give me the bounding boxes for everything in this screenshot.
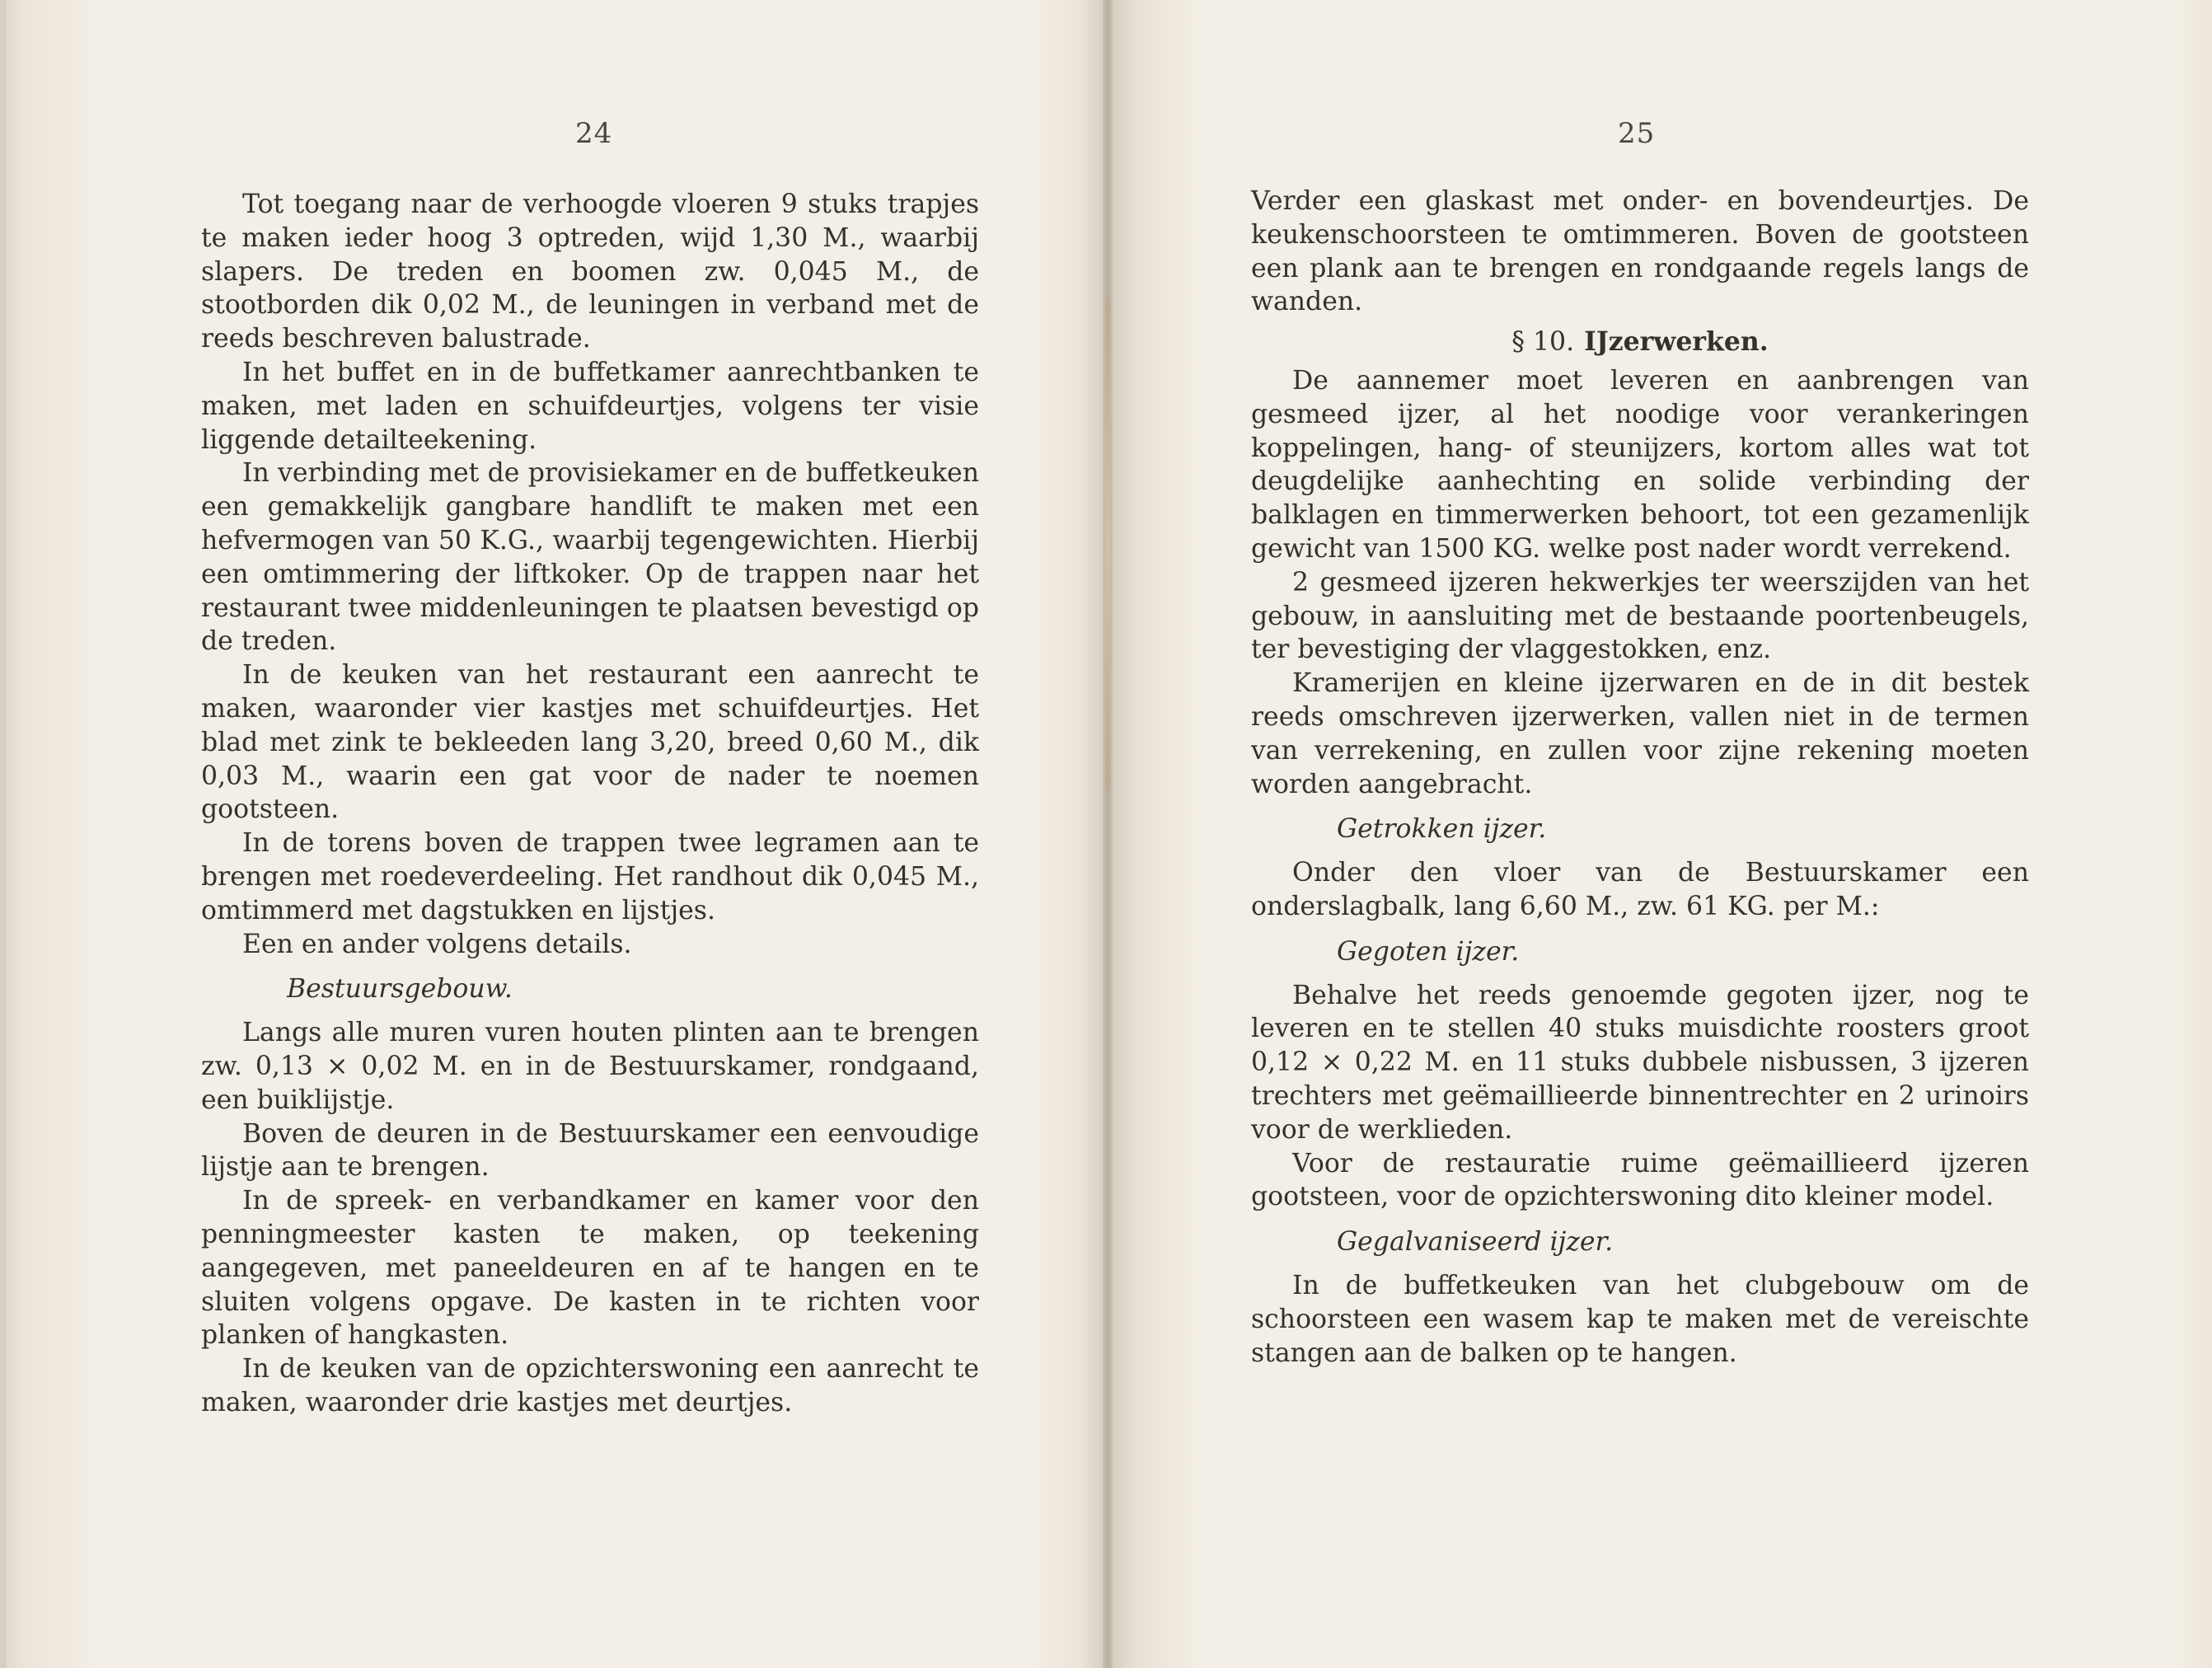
subheading-gegalvaniseerd-ijzer: Gegalvaniseerd ijzer. [1337,1227,1614,1258]
subheading-gegoten-ijzer: Gegoten ijzer. [1337,936,1520,967]
paragraph: Langs alle muren vuren houten plinten aan te brengen zw. 0,13 × 0,02 M. en in de Bestuurskamer, rondgaand, een buiklijstje. [201,1018,979,1115]
section-title: IJzerwerken. [1584,326,1769,358]
paragraph: Behalve het reeds genoemde gegoten ijzer, nog te leveren en te stellen 40 stuks muisdichte roosters groot 0,12 × 0,22 M. en 11 stuks dubbele nisbussen, 3 ijzeren trechters met geëmaillieerde binnentrechter en 2 urinoirs voor de werklieden. [1251,980,2029,1145]
page-number-right: 25 [1618,117,1656,150]
paragraph: In de buffetkeuken van het clubgebouw om de schoorsteen een wasem kap te maken met de vereischte stangen aan de balken op te hangen. [1251,1270,2029,1368]
paragraph: De aannemer moet leveren en aanbrengen van gesmeed ijzer, al het noodige voor verankeringen koppelingen, hang- of steunijzers, kortom alles wat tot deugdelijke aanhechting en solide verbinding der balklagen en timmerwerken behoort, tot een gezamenlijk gewicht van 1500 KG. welke post nader wordt verrekend. [1251,365,2029,564]
subheading-getrokken-ijzer: Getrokken ijzer. [1337,814,1547,845]
paragraph: Verder een glaskast met onder- en bovendeurtjes. De keukenschoorsteen te omtimmeren. Boven de gootsteen een plank aan te brengen en rondgaande regels langs de wanden. [1251,186,2029,317]
left-page [0,0,1103,1668]
right-text-column [1251,185,2029,1370]
paragraph: In verbinding met de provisiekamer en de buffetkeuken een gemakkelijk gangbare handlift te maken met een hefvermogen van 50 K.G., waarbij tegengewichten. Hierbij een omtimmering der liftkoker. Op de trappen naar het restaurant twee middenleuningen te plaatsen bevestigd op de treden. [201,458,979,657]
paragraph: In de spreek- en verbandkamer en kamer voor den penningmeester kasten te maken, op teekening aangegeven, met paneeldeuren en af te hangen en te sluiten volgens opgave. De kasten in te richten voor planken of hangkasten. [201,1186,979,1351]
paragraph: In de keuken van de opzichterswoning een aanrecht te maken, waaronder drie kastjes met deurtjes. [201,1354,979,1417]
page-number-left: 24 [575,117,613,150]
paragraph: 2 gesmeed ijzeren hekwerkjes ter weerszijden van het gebouw, in aansluiting met de bestaande poortenbeugels, ter bevestiging der vlaggestokken, enz. [1251,567,2029,665]
paragraph: In de torens boven de trappen twee legramen aan te brengen met roedeverdeeling. Het randhout dik 0,045 M., omtimmerd met dagstukken en lijstjes. [201,828,979,925]
paragraph: Kramerijen en kleine ijzerwaren en de in dit bestek reeds omschreven ijzerwerken, vallen niet in de termen van verrekening, en zullen voor zijne rekening moeten worden aangebracht. [1251,668,2029,799]
book-gutter [1103,0,1113,1668]
paragraph: Voor de restauratie ruime geëmaillieerd ijzeren gootsteen, voor de opzichterswoning dito kleiner model. [1251,1148,2029,1212]
subheading-bestuursgebouw: Bestuursgebouw. [287,974,513,1005]
binding-stitch [1105,297,1110,791]
left-text-column [201,188,979,1420]
paragraph: In het buffet en in de buffetkamer aanrechtbanken te maken, met laden en schuifdeurtjes, volgens ter visie liggende detailteekening. [201,357,979,455]
paragraph: Tot toegang naar de verhoogde vloeren 9 stuks trapjes te maken ieder hoog 3 optreden, wijd 1,30 M., waarbij slapers. De treden en boomen zw. 0,045 M., de stootborden dik 0,02 M., de leuningen in verband met de reeds beschreven balustrade. [201,190,979,354]
section-number: § 10. [1511,327,1575,358]
page-edge [0,0,7,1668]
paragraph: Een en ander volgens details. [242,929,632,959]
paragraph: Boven de deuren in de Bestuurskamer een eenvoudige lijstje aan te brengen. [201,1118,979,1183]
section-heading [1251,326,2029,359]
paragraph: In de keuken van het restaurant een aanrecht te maken, waaronder vier kastjes met schuifdeurtjes. Het blad met zink te bekleeden lang 3,20, breed 0,60 M., dik 0,03 M., waarin een gat voor de nader te noemen gootsteen. [201,660,979,825]
paragraph: Onder den vloer van de Bestuurskamer een onderslagbalk, lang 6,60 M., zw. 61 KG. per M.: [1251,858,2029,921]
